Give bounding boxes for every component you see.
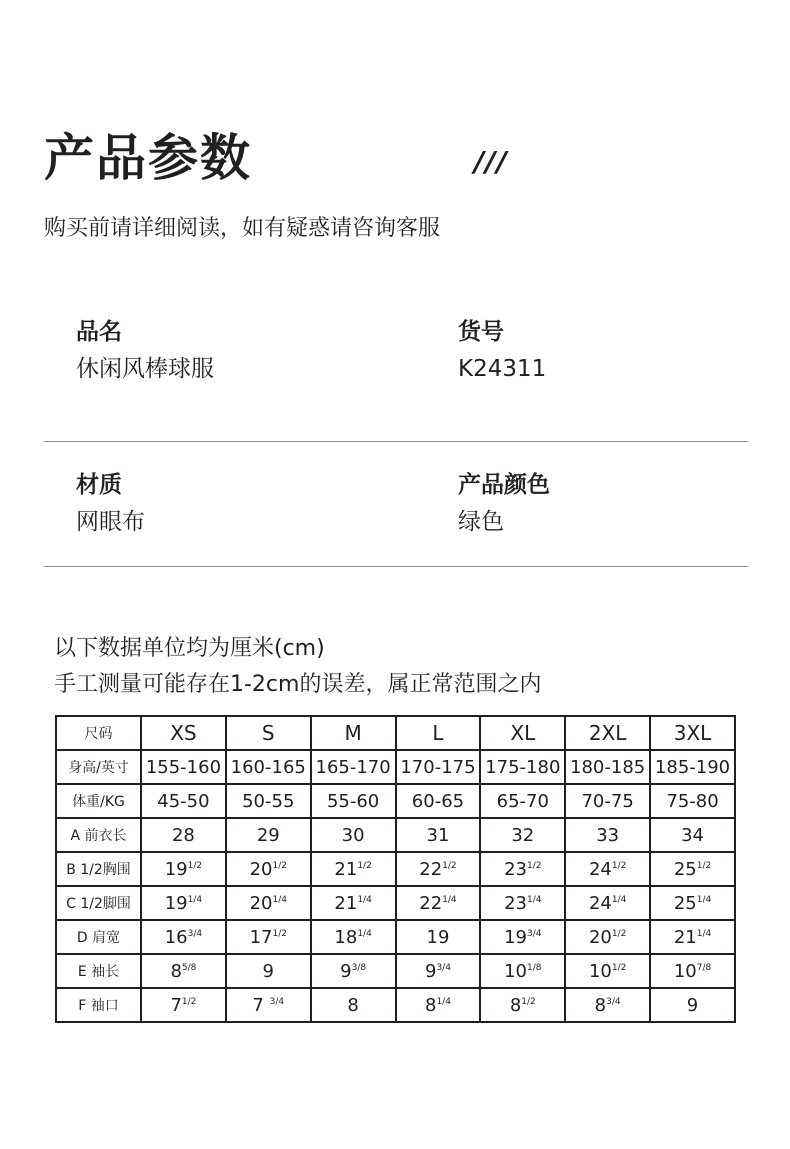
size-cell [480,988,565,1022]
size-value: 55-60 [326,790,380,812]
size-header-cell: XS [141,716,226,750]
size-value: 7 [170,994,182,1016]
size-row [56,784,735,818]
size-value: 18 [334,926,358,948]
spec-product-name [76,316,214,385]
size-value: 25 [673,858,697,880]
size-fraction: 1/2 [272,928,287,939]
size-row [56,818,735,852]
size-value: 185-190 [654,756,731,778]
size-cell [141,750,226,784]
size-fraction: 1/2 [611,860,627,871]
size-value: 9 [686,994,699,1016]
size-value: 50-55 [242,790,295,812]
size-cell [565,852,650,886]
size-row-label: 身高/英寸 [56,750,141,784]
size-cell [226,920,311,954]
size-header-cell: M [311,716,396,750]
size-value: 8 [424,994,437,1016]
size-fraction: 1/2 [187,860,203,871]
spec-color [458,469,550,538]
size-cell [226,750,311,784]
size-value: 22 [419,858,443,880]
size-value: 7 [252,994,270,1016]
spec-label: 产品颜色 [458,472,550,498]
size-value: 8 [347,994,359,1016]
size-fraction: 1/2 [521,996,536,1007]
size-value: 19 [164,892,188,914]
size-fraction: 3/8 [351,962,367,973]
size-value: 9 [340,960,352,982]
size-fraction: 1/2 [611,962,627,973]
size-cell [565,954,650,988]
size-value: 20 [249,892,273,914]
size-cell [226,886,311,920]
size-cell [650,988,735,1022]
size-value: 34 [681,824,704,846]
size-fraction: 1/4 [357,894,372,905]
size-value: 9 [424,960,437,982]
spec-value: 休闲风棒球服 [76,356,214,382]
size-value: 23 [504,892,527,914]
size-value: 10 [588,960,612,982]
size-fraction: 3/4 [187,928,203,939]
divider [44,441,748,442]
size-fraction: 1/4 [187,894,203,905]
size-cell [480,784,565,818]
size-fraction: 1/4 [611,894,627,905]
size-row-label: A 前衣长 [56,818,141,852]
size-fraction: 1/4 [442,894,457,905]
size-cell [141,784,226,818]
size-value: 21 [334,892,358,914]
size-fraction: 3/4 [436,962,451,973]
size-fraction: 1/4 [696,928,712,939]
size-cell [396,852,481,886]
size-cell [396,920,481,954]
size-row-label: F 袖口 [56,988,141,1022]
size-cell [311,954,396,988]
size-cell [311,852,396,886]
size-value: 19 [164,858,188,880]
size-value: 8 [594,994,607,1016]
size-value: 70-75 [581,790,634,812]
size-value: 45-50 [157,790,210,812]
size-cell [650,920,735,954]
size-value: 17 [249,926,273,948]
size-cell [226,988,311,1022]
size-fraction: 3/4 [269,996,285,1007]
size-cell [311,886,396,920]
size-fraction: 1/2 [357,860,372,871]
size-value: 180-185 [570,756,646,778]
size-cell [480,954,565,988]
size-value: 29 [256,824,280,846]
divider [44,566,748,567]
size-row [56,750,735,784]
unit-note: 以下数据单位均为厘米(cm) [54,636,325,661]
size-cell [311,818,396,852]
size-value: 20 [588,926,612,948]
size-value: 8 [509,994,522,1016]
size-row [56,988,735,1022]
size-cell [650,852,735,886]
size-fraction: 1/4 [357,928,372,939]
size-cell [396,750,481,784]
size-row-label: B 1/2胸围 [56,852,141,886]
size-cell [226,852,311,886]
size-cell [396,954,481,988]
spec-label: 材质 [76,472,122,498]
size-value: 155-160 [145,756,222,778]
size-value: 170-175 [400,756,476,778]
size-cell [565,750,650,784]
size-cell [141,818,226,852]
size-value: 20 [249,858,273,880]
size-fraction: 1/2 [611,928,627,939]
size-value: 175-180 [485,756,561,778]
size-value: 25 [673,892,697,914]
size-value: 160-165 [230,756,306,778]
size-row-label: D 肩宽 [56,920,141,954]
size-cell [650,886,735,920]
size-header-cell: 3XL [650,716,735,750]
size-cell [565,886,650,920]
slash-decoration: /// [474,145,508,178]
size-cell [565,784,650,818]
size-header-cell: 2XL [565,716,650,750]
size-header-cell: XL [480,716,565,750]
size-row [56,920,735,954]
size-cell [141,886,226,920]
size-value: 24 [588,892,612,914]
size-value: 60-65 [411,790,465,812]
size-value: 19 [426,926,450,948]
size-header-cell: S [226,716,311,750]
size-fraction: 1/2 [181,996,197,1007]
size-value: 165-170 [315,756,391,778]
size-cell [565,988,650,1022]
size-fraction: 1/4 [272,894,287,905]
page-title: 产品参数 [44,129,252,187]
size-header-cell: L [396,716,481,750]
size-cell [396,818,481,852]
size-value: 65-70 [496,790,549,812]
size-fraction: 1/2 [696,860,712,871]
size-header-row [56,716,735,750]
size-cell [480,920,565,954]
size-fraction: 3/4 [606,996,621,1007]
size-cell [141,852,226,886]
spec-material [76,469,145,538]
size-cell [650,750,735,784]
size-value: 28 [171,824,195,846]
size-cell [565,818,650,852]
size-row [56,954,735,988]
size-value: 22 [419,892,443,914]
size-table [55,715,736,1023]
spec-value: 绿色 [458,509,504,535]
size-fraction: 1/4 [696,894,712,905]
size-cell [650,784,735,818]
size-value: 24 [588,858,612,880]
spec-value: K24311 [458,356,547,382]
size-fraction: 1/8 [527,962,542,973]
size-row-label: C 1/2脚围 [56,886,141,920]
size-cell [226,784,311,818]
spec-sku [458,316,546,385]
size-cell [480,750,565,784]
size-fraction: 1/2 [527,860,542,871]
size-cell [480,818,565,852]
size-cell [396,988,481,1022]
size-value: 30 [341,824,365,846]
size-cell [311,784,396,818]
size-fraction: 1/4 [436,996,451,1007]
size-cell [565,920,650,954]
size-value: 16 [164,926,188,948]
size-cell [226,818,311,852]
size-fraction: 3/4 [527,928,542,939]
size-cell [480,886,565,920]
size-value: 31 [426,824,450,846]
size-value: 75-80 [666,790,719,812]
size-fraction: 1/2 [272,860,287,871]
size-fraction: 1/2 [442,860,457,871]
size-value: 23 [504,858,527,880]
size-value: 19 [504,926,527,948]
size-cell [396,784,481,818]
size-value: 9 [262,960,274,982]
size-row [56,852,735,886]
size-fraction: 1/4 [527,894,542,905]
size-fraction: 7/8 [696,962,712,973]
page-subtitle: 购买前请详细阅读，如有疑惑请咨询客服 [44,216,441,241]
size-cell [650,818,735,852]
size-value: 32 [511,824,535,846]
error-note: 手工测量可能存在1-2cm的误差，属正常范围之内 [54,672,542,697]
spec-label: 品名 [76,319,122,345]
size-cell [480,852,565,886]
size-value: 33 [596,824,620,846]
size-value: 21 [673,926,697,948]
size-value: 8 [170,960,182,982]
size-value: 10 [504,960,527,982]
size-cell [311,750,396,784]
spec-label: 货号 [458,319,504,345]
size-cell [650,954,735,988]
size-row-label: 体重/KG [56,784,141,818]
size-header-label: 尺码 [56,716,141,750]
size-cell [141,988,226,1022]
size-row-label: E 袖长 [56,954,141,988]
size-cell [396,886,481,920]
spec-value: 网眼布 [76,509,145,535]
size-cell [311,988,396,1022]
size-fraction: 5/8 [181,962,197,973]
size-cell [141,920,226,954]
size-row [56,886,735,920]
size-cell [311,920,396,954]
size-cell [226,954,311,988]
size-value: 10 [673,960,697,982]
size-value: 21 [334,858,358,880]
size-cell [141,954,226,988]
